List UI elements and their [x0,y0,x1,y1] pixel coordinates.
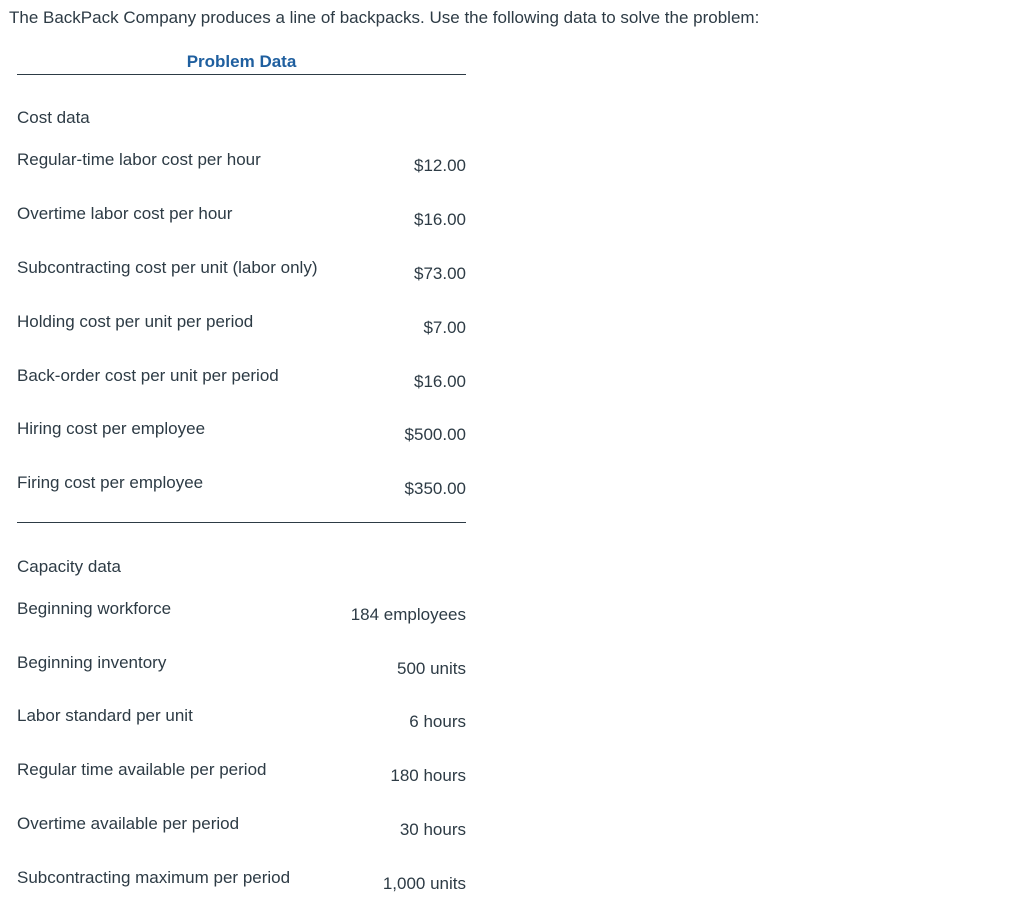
row-value: $12.00 [414,156,466,175]
row-label: Regular-time labor cost per hour [17,150,261,169]
row-value: 184 employees [350,605,466,624]
row-label: Beginning workforce [17,599,172,618]
row-label: Subcontracting maximum per period [17,868,291,887]
cost-section-title: Cost data [17,108,90,127]
row-value: $73.00 [414,264,466,283]
row-label: Beginning inventory [17,653,167,672]
capacity-row-regular-time [17,760,466,792]
cost-row-subcontracting [17,258,466,290]
capacity-row-labor-standard [17,706,466,738]
capacity-row-overtime [17,814,466,846]
cost-row-holding [17,312,466,344]
heading-divider [17,74,466,75]
capacity-row-workforce [17,599,466,631]
row-label: Regular time available per period [17,760,267,779]
row-label: Hiring cost per employee [17,419,206,438]
capacity-row-inventory [17,653,466,685]
row-value: 180 hours [390,766,466,785]
section-divider [17,522,466,523]
row-value: 30 hours [399,820,466,839]
table-heading: Problem Data [186,52,297,71]
row-value: $350.00 [404,479,466,498]
row-value: 6 hours [409,712,466,731]
cost-row-back-order [17,366,466,398]
cost-row-overtime [17,204,466,236]
row-value: $7.00 [423,318,466,337]
row-label: Back-order cost per unit per period [17,366,279,385]
row-value: 500 units [397,659,466,678]
capacity-section-title: Capacity data [17,557,121,576]
cost-row-firing [17,473,466,505]
cost-row-hiring [17,419,466,451]
cost-row-regular-time [17,150,466,182]
capacity-row-subcontracting-max [17,868,466,900]
row-value: $500.00 [404,425,466,444]
row-label: Overtime labor cost per hour [17,204,233,223]
row-value: $16.00 [414,210,466,229]
row-label: Overtime available per period [17,814,240,833]
row-value: $16.00 [414,372,466,391]
row-label: Firing cost per employee [17,473,204,492]
row-value: 1,000 units [382,874,466,893]
row-label: Subcontracting cost per unit (labor only) [17,258,318,277]
row-label: Holding cost per unit per period [17,312,254,331]
row-label: Labor standard per unit [17,706,193,725]
problem-intro-text: The BackPack Company produces a line of backpacks. Use the following data to solve the problem: [9,8,760,27]
